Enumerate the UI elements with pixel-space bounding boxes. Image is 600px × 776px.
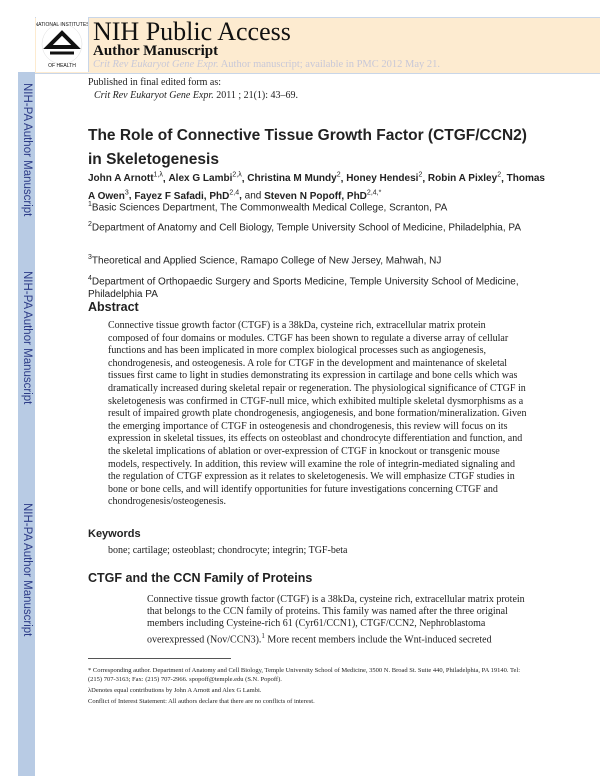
paper-title: The Role of Connective Tissue Growth Factor (CTGF/CCN2) in Skeletogenesis <box>88 127 527 168</box>
citation <box>88 89 298 102</box>
journal-name: Crit Rev Eukaryot Gene Expr. <box>94 90 214 101</box>
citation-details: 2011 ; 21(1): 43–69. <box>213 90 299 101</box>
author: John A Arnott$^{1,\lambda}$ <box>88 172 163 185</box>
sidebar-label: NIH-PA Author Manuscript <box>21 503 33 637</box>
availability-text: Author manuscript; available in PMC 2012 May 21. <box>218 59 441 70</box>
affiliation: $^3$Theoretical and Applied Science, Ramapo College of New Jersey, Mahwah, NJ <box>88 254 442 267</box>
affiliation: $^4$Department of Orthopaedic Surgery and Sports Medicine, Temple University School of Medicine, Philadelphia PA <box>88 275 519 301</box>
author: Honey Hendesi$^2$ <box>346 172 423 185</box>
section-heading: CTGF and the CCN Family of Proteins <box>88 571 313 585</box>
footnote-conflict: Conflict of Interest Statement: All authors declare that there are no conflicts of interest. <box>88 698 315 705</box>
header-subtitle: Author Manuscript <box>93 43 219 59</box>
author: Steven N Popoff, PhD$^{2,4,*}$ <box>264 189 382 202</box>
footnote-corresponding: * Corresponding author. Department of Anatomy and Cell Biology, Temple University School of Medicine, 3500 N. Broad St. Suite 440, Philadelphia, PA 19140. Tel: (215) 707-3163; Fax: (215) 707-2966. spopoff@temple.edu (S.N. Popoff). <box>88 667 521 683</box>
authors-and: and <box>244 190 262 202</box>
author: Thomas A Owen$^3$ <box>88 173 545 202</box>
author-list: John A Arnott$^{1,\lambda}$, Alex G Lambi$^{2,\lambda}$, Christina M Mundy$^2$, Honey Hendesi$^2$, Robin A Pixley$^2$, Thomas A Owen$^3$, Fayez F Safadi, PhD$^{2,4}$, and Steven N Popoff, PhD$^{2,4,*}$ <box>88 172 545 202</box>
author: Fayez F Safadi, PhD$^{2,4}$ <box>134 189 240 202</box>
journal-name: Crit Rev Eukaryot Gene Expr. <box>93 59 219 70</box>
affiliation: $^2$Department of Anatomy and Cell Biology, Temple University School of Medicine, Philadelphia, PA <box>88 221 522 234</box>
reference-link[interactable]: 1 <box>261 632 265 640</box>
affiliation: $^1$Basic Sciences Department, The Commonwealth Medical College, Scranton, PA <box>88 201 448 214</box>
published-info <box>88 76 298 102</box>
keywords-text: bone; cartilage; osteoblast; chondrocyte; integrin; TGF-beta <box>108 545 348 556</box>
sidebar-label: NIH-PA Author Manuscript <box>21 83 33 217</box>
section-paragraph: Connective tissue growth factor (CTGF) is a 38kDa, cysteine rich, extracellular matrix protein that belongs to the CCN family of proteins. This family was named after the three original members including Cysteine-rich 61 (Cyr61/CCN1), CTGF/CCN2, Nephroblastoma overexpressed (Nov/CCN3).$^1$ More recent members include the Wnt-induced secreted <box>147 594 525 646</box>
svg-text:NATIONAL INSTITUTES: NATIONAL INSTITUTES <box>36 22 88 28</box>
published-label: Published in final edited form as: <box>88 77 222 88</box>
author: Robin A Pixley$^2$ <box>427 172 502 185</box>
abstract-heading: Abstract <box>88 300 139 314</box>
author: Christina M Mundy$^2$ <box>247 172 341 185</box>
nih-logo <box>36 17 89 72</box>
nih-logo-icon <box>36 17 88 72</box>
svg-text:OF HEALTH: OF HEALTH <box>48 63 76 69</box>
author: Alex G Lambi$^{2,\lambda}$ <box>168 172 242 185</box>
header-title: NIH Public Access <box>93 17 291 46</box>
abstract-text: Connective tissue growth factor (CTGF) is a 38kDa, cysteine rich, extracellular matrix protein composed of four domains or modules. CTGF has been shown to regulate a diverse array of cellular functions and has been implicated in more complex biological processes such as angiogenesis, chondrogenesis, and osteogenesis. A role for CTGF in the development and maintenance of skeletal tissues first came to light in studies demonstrating its expression in cartilage and bone cells which was dramatically increased during skeletal repair or regeneration. The physiological significance of CTGF in skeletogenesis was confirmed in CTGF-null mice, which exhibited multiple skeletal dysmorphisms as a result of impaired growth plate chondrogenesis, angiogenesis, and bone formation/mineralization. Given the emerging importance of CTGF in osteogenesis and chondrogenesis, this review will focus on its expression in skeletal tissues, its effects on osteoblast and chondrocyte differentiation and function, and the skeletal implications of ablation or over-expression of CTGF in knockout or transgenic mouse models, respectively. In addition, this review will examine the role of integrin-mediated signaling and the regulation of CTGF expression as it relates to skeletogenesis. We will emphasize CTGF studies in bone or bone cells, and will identify opportunities for future investigations concerning CTGF and chondrogenesis/osteogenesis. <box>108 320 527 508</box>
keywords-heading: Keywords <box>88 528 141 540</box>
footnote-divider <box>88 658 231 659</box>
footnote-equal-contribution: λDenotes equal contributions by John A Arnott and Alex G Lambi. <box>88 687 262 694</box>
header-availability <box>93 59 440 70</box>
sidebar-label: NIH-PA Author Manuscript <box>21 271 33 405</box>
